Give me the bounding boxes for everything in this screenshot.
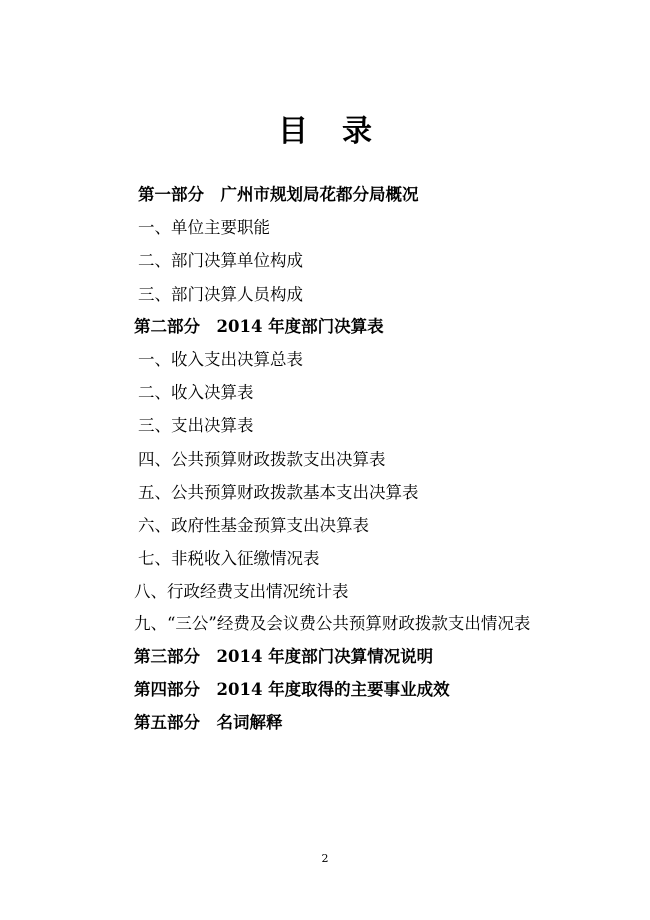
toc-entry-2-7[interactable]: 七、非税收入征缴情况表 — [138, 549, 320, 568]
toc-entry-part-5[interactable]: 第五部分 名词解释 — [134, 713, 283, 732]
toc-entry-2-5[interactable]: 五、公共预算财政拨款基本支出决算表 — [138, 483, 419, 502]
toc-entry-2-1[interactable]: 一、收入支出决算总表 — [138, 350, 303, 369]
toc-entry-1-3[interactable]: 三、部门决算人员构成 — [138, 285, 303, 304]
toc-entry-2-3[interactable]: 三、支出决算表 — [138, 416, 254, 435]
toc-entry-2-4[interactable]: 四、公共预算财政拨款支出决算表 — [138, 450, 386, 469]
page-number: 2 — [321, 852, 329, 865]
toc-entry-part-1[interactable]: 第一部分 广州市规划局花都分局概况 — [138, 185, 419, 204]
toc-entry-part-3[interactable]: 第三部分 2014 年度部门决算情况说明 — [134, 647, 434, 666]
toc-entry-1-2[interactable]: 二、部门决算单位构成 — [138, 251, 303, 270]
toc-entry-2-6[interactable]: 六、政府性基金预算支出决算表 — [138, 516, 369, 535]
toc-entry-2-8[interactable]: 八、行政经费支出情况统计表 — [134, 582, 349, 601]
page-title: 目录 — [278, 114, 406, 149]
toc-entry-part-2[interactable]: 第二部分 2014 年度部门决算表 — [134, 317, 384, 336]
toc-entry-2-2[interactable]: 二、收入决算表 — [138, 383, 254, 402]
toc-entry-1-1[interactable]: 一、单位主要职能 — [138, 218, 270, 237]
toc-entry-2-9[interactable]: 九、“三公”经费及会议费公共预算财政拨款支出情况表 — [134, 614, 531, 633]
toc-entry-part-4[interactable]: 第四部分 2014 年度取得的主要事业成效 — [134, 680, 450, 699]
